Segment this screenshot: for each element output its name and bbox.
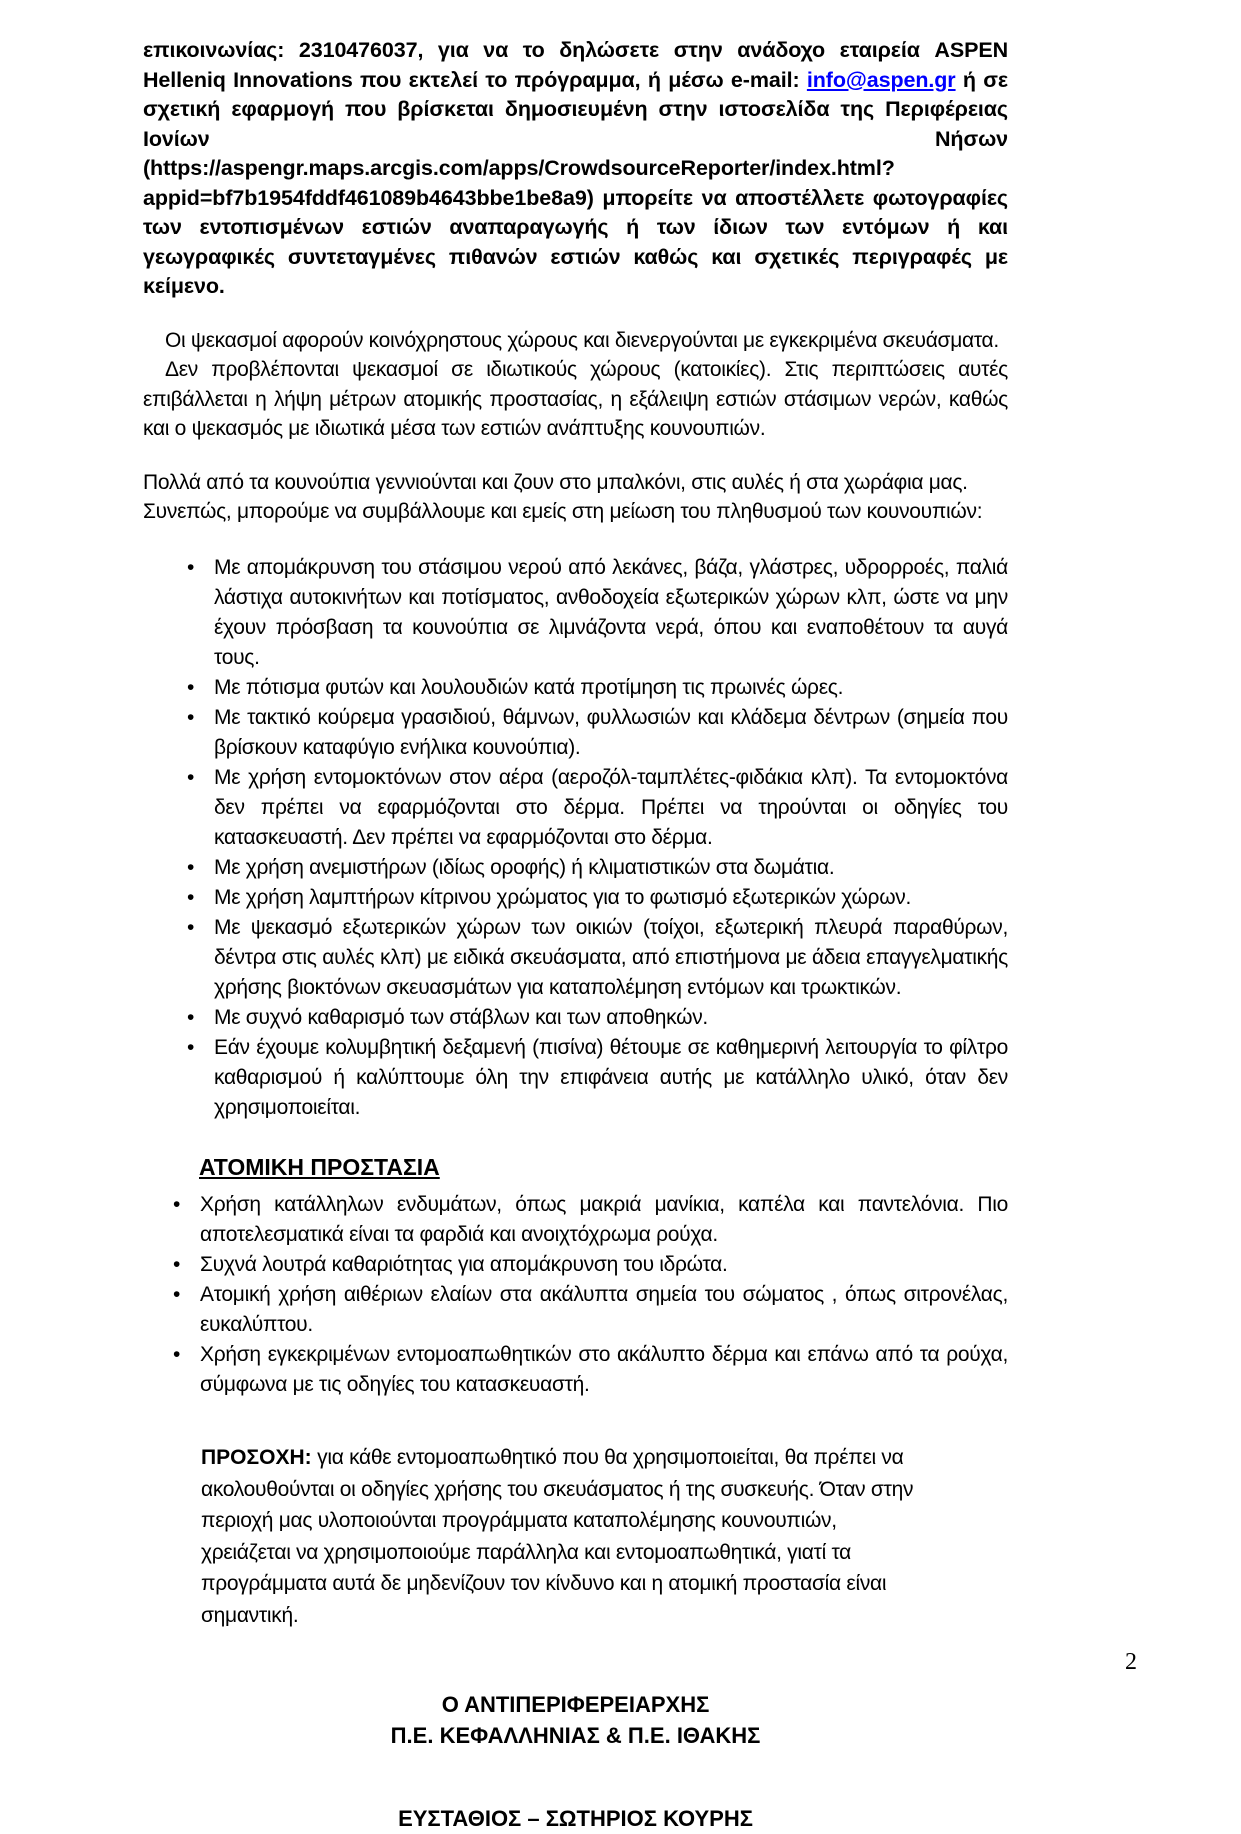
list-item-exterior-spraying: • Με ψεκασμό εξωτερικών χώρων των οικιών (τοίχοι, εξωτερική πλευρά παραθύρων, δέντρα στις αυλές κλπ) με ειδικά σκευάσματα, από επιστήμονα με άδεια επαγγελματικής χρήσης βιοκτόνων σκευασμάτων για καταπολέμηση εντόμων και τρωκτικών.	[181, 913, 1008, 1003]
list-item-yellow-lamps: • Με χρήση λαμπτήρων κίτρινου χρώματος για το φωτισμό εξωτερικών χώρων.	[181, 883, 1008, 913]
list-item-watering-morning: • Με πότισμα φυτών και λουλουδιών κατά προτίμηση τις πρωινές ώρες.	[181, 673, 1008, 703]
prevention-list	[143, 553, 1008, 1123]
list-item-insecticides-air: • Με χρήση εντομοκτόνων στον αέρα (αεροζόλ-ταμπλέτες-φιδάκια κλπ). Τα εντομοκτόνα δεν πρέπει να εφαρμόζονται στο δέρμα. Πρέπει να τηρούνται οι οδηγίες του κατασκευαστή. Δεν πρέπει να εφαρμόζονται στο δέρμα.	[181, 763, 1008, 853]
warning-paragraph	[201, 1442, 930, 1631]
email-link[interactable]: info@aspen.gr	[806, 67, 956, 92]
list-item-approved-repellents: • Χρήση εγκεκριμένων εντομοαπωθητικών στο ακάλυπτο δέρμα και επάνω από τα ρούχα, σύμφωνα με τις οδηγίες του κατασκευαστή.	[167, 1340, 1008, 1400]
list-item-proper-clothing: • Χρήση κατάλληλων ενδυμάτων, όπως μακριά μανίκια, καπέλα και παντελόνια. Πιο αποτελεσματικά είναι τα φαρδιά και ανοιχτόχρωμα ρούχα.	[167, 1190, 1008, 1250]
intro-text-before-link: επικοινωνίας: 2310476037, για να το δηλώσετε στην ανάδοχο εταιρεία ASPEN Helleniq Innovations που εκτελεί το πρόγραμμα, ή μέσω e-mail:	[143, 38, 1008, 92]
list-item-essential-oils: • Ατομική χρήση αιθέριων ελαίων στα ακάλυπτα σημεία του σώματος , όπως σιτρονέλας, ευκαλύπτου.	[167, 1280, 1008, 1340]
warning-text: για κάθε εντομοαπωθητικό που θα χρησιμοποιείται, θα πρέπει να ακολουθούνται οι οδηγίες χρήσης του σκευάσματος ή της συσκευής. Όταν στην περιοχή μας υλοποιούνται προγράμματα καταπολέμησης κουνουπιών, χρειάζεται να χρησιμοποιούμε παράλληλα και εντομοαπωθητικά, γιατί τα προγράμματα αυτά δε μηδενίζουν τον κίνδυνο και η ατομική προστασία είναι σημαντική.	[201, 1446, 914, 1627]
signature-title-line1: Ο ΑΝΤΙΠΕΡΙΦΕΡΕΙΑΡΧΗΣ	[441, 1692, 710, 1717]
signature-title-line2: Π.Ε. ΚΕΦΑΛΛΗΝΙΑΣ & Π.Ε. ΙΘΑΚΗΣ	[390, 1723, 761, 1748]
paragraph-mosquito-sources: Πολλά από τα κουνούπια γεννιούνται και ζουν στο μπαλκόνι, στις αυλές ή στα χωράφια μας. Συνεπώς, μπορούμε να συμβάλλουμε και εμείς στη μείωση του πληθυσμού των κουνουπιών:	[143, 470, 983, 523]
page-number: 2	[1125, 1649, 1137, 1675]
list-item-swimming-pool: • Εάν έχουμε κολυμβητική δεξαμενή (πισίνα) θέτουμε σε καθημερινή λειτουργία το φίλτρο καθαρισμού ή καλύπτουμε όλη την επιφάνεια αυτής με κατάλληλο υλικό, όταν δεν χρησιμοποιείται.	[181, 1033, 1008, 1123]
warning-label: ΠΡΟΣΟΧΗ:	[201, 1446, 312, 1469]
list-item-mow-grass: • Με τακτικό κούρεμα γρασιδιού, θάμνων, φυλλωσιών και κλάδεμα δέντρων (σημεία που βρίσκουν καταφύγιο ενήλικα κουνούπια).	[181, 703, 1008, 763]
signature-block	[143, 1689, 1008, 1834]
paragraph-no-private-sprays: Δεν προβλέπονται ψεκασμοί σε ιδιωτικούς χώρους (κατοικίες). Στις περιπτώσεις αυτές επιβάλλεται η λήψη μέτρων ατομικής προστασίας, η εξάλειψη εστιών στάσιμων νερών, καθώς και ο ψεκασμός με ιδιωτικά μέσα των εστιών ανάπτυξης κουνουπιών.	[143, 358, 1008, 440]
list-item-clean-stables: • Με συχνό καθαρισμό των στάβλων και των αποθηκών.	[181, 1003, 1008, 1033]
list-item-remove-stagnant-water: • Με απομάκρυνση του στάσιμου νερού από λεκάνες, βάζα, γλάστρες, υδρορροές, παλιά λάστιχα αυτοκινήτων και ποτίσματος, ανθοδοχεία εξωτερικών χώρων κλπ, ώστε να μην έχουν πρόσβαση τα κουνούπια σε λιμνάζοντα νερά, όπου και εναποθέτουν τα αυγά τους.	[181, 553, 1008, 673]
paragraph-public-sprays: Οι ψεκασμοί αφορούν κοινόχρηστους χώρους και διενεργούνται με εγκεκριμένα σκευάσματα.	[165, 328, 999, 352]
personal-protection-list	[143, 1190, 1008, 1400]
intro-text-after-link: ή σε σχετική εφαρμογή που βρίσκεται δημοσιευμένη στην ιστοσελίδα της Περιφέρειας Ιονίων Νήσων (https://aspengr.maps.arcgis.com/apps/CrowdsourceReporter/index.html?appid=bf7b1954fddf461089b4643bbe1be8a9) μπορείτε να αποστέλλετε φωτογραφίες των εντοπισμένων εστιών αναπαραγωγής ή των ίδιων των εντόμων ή και γεωγραφικές συντεταγμένες πιθανών εστιών καθώς και σχετικές περιγραφές με κείμενο.	[143, 67, 1008, 298]
intro-paragraph	[143, 36, 1008, 302]
list-item-fans-ac: • Με χρήση ανεμιστήρων (ιδίως οροφής) ή κλιματιστικών στα δωμάτια.	[181, 853, 1008, 883]
list-item-frequent-baths: • Συχνά λουτρά καθαριότητας για απομάκρυνση του ιδρώτα.	[167, 1250, 1008, 1280]
signature-name: ΕΥΣΤΑΘΙΟΣ – ΣΩΤΗΡΙΟΣ ΚΟΥΡΗΣ	[398, 1806, 753, 1831]
section-heading-personal-protection: ΑΤΟΜΙΚΗ ΠΡΟΣΤΑΣΙΑ	[199, 1153, 440, 1180]
